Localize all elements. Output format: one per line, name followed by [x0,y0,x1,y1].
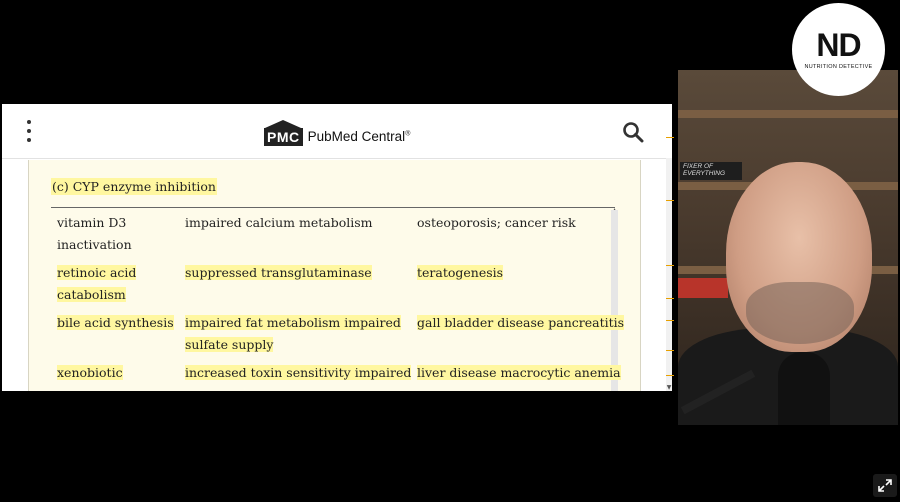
cell-line: vitamin D3 [57,215,127,230]
browser-viewport [2,104,672,391]
cell-line: sulfate supply [185,337,274,352]
timeline-marker [666,137,674,138]
timeline-marker [666,298,674,299]
shelf [678,110,898,118]
sign-line: FIXER OF [683,163,713,170]
cell-line [185,334,401,356]
table-cell [185,312,401,356]
cell-line: liver disease macrocytic anemia [417,365,621,380]
table-cell [185,262,372,284]
cell-line: retinoic acid [57,265,137,280]
table-cell [185,362,411,384]
table-cell [417,212,576,234]
channel-logo [792,3,885,96]
table-cell [57,212,132,256]
fixer-sign [680,162,742,180]
cell-line: xenobiotic [57,365,123,380]
table-cell [417,262,503,284]
cell-line: inactivation [57,237,132,252]
microphone [778,352,830,425]
table-section-title: (c) CYP enzyme inhibition [52,179,216,194]
pmc-logo-badge: PMC [264,128,303,146]
cell-line [185,312,401,334]
table-cell [417,312,624,334]
table-cell [57,312,174,334]
cell-line: gall bladder disease pancreatitis [417,315,625,330]
fullscreen-icon[interactable] [873,474,897,497]
pmc-logo-text [308,129,411,144]
timeline-marker [666,375,674,376]
cell-line: osteoporosis; cancer risk [417,215,576,230]
sign-line: EVERYTHING [683,170,726,177]
cell-line: bile acid synthesis [57,315,174,330]
table-cell [57,362,123,384]
table-cell [185,212,373,234]
cell-line: impaired calcium metabolism [185,215,373,230]
page-scrollbar[interactable] [666,158,672,391]
cell-line: suppressed transglutaminase [185,265,372,280]
red-toolbox [678,278,728,298]
cell-line: catabolism [57,287,126,302]
timeline-marker [666,265,674,266]
table-cell [57,262,136,306]
cell-line: teratogenesis [417,265,504,280]
table-cell [417,362,621,384]
table-top-rule [51,207,615,208]
timeline-marker [666,350,674,351]
pmc-logo-name: PubMed Central [307,129,406,144]
presenter-beard [746,282,854,344]
search-icon[interactable] [622,121,644,143]
channel-logo-subtitle: NUTRITION DETECTIVE [804,63,873,70]
registered-mark: ® [405,130,411,138]
table-container [28,160,641,391]
cell-line: impaired fat metabolism impaired [185,315,401,330]
cell-line [57,262,136,284]
cell-line [57,284,136,306]
scroll-down-icon[interactable]: ▼ [666,384,672,391]
timeline-marker [666,200,674,201]
channel-logo-letters: ND [816,26,861,63]
more-options-icon[interactable] [22,120,36,142]
webcam-video [678,70,898,425]
cell-line: increased toxin sensitivity impaired [185,365,412,380]
pmc-logo[interactable] [264,116,410,146]
timeline-marker [666,320,674,321]
pmc-building-icon [264,120,303,146]
pmc-header [2,104,670,159]
